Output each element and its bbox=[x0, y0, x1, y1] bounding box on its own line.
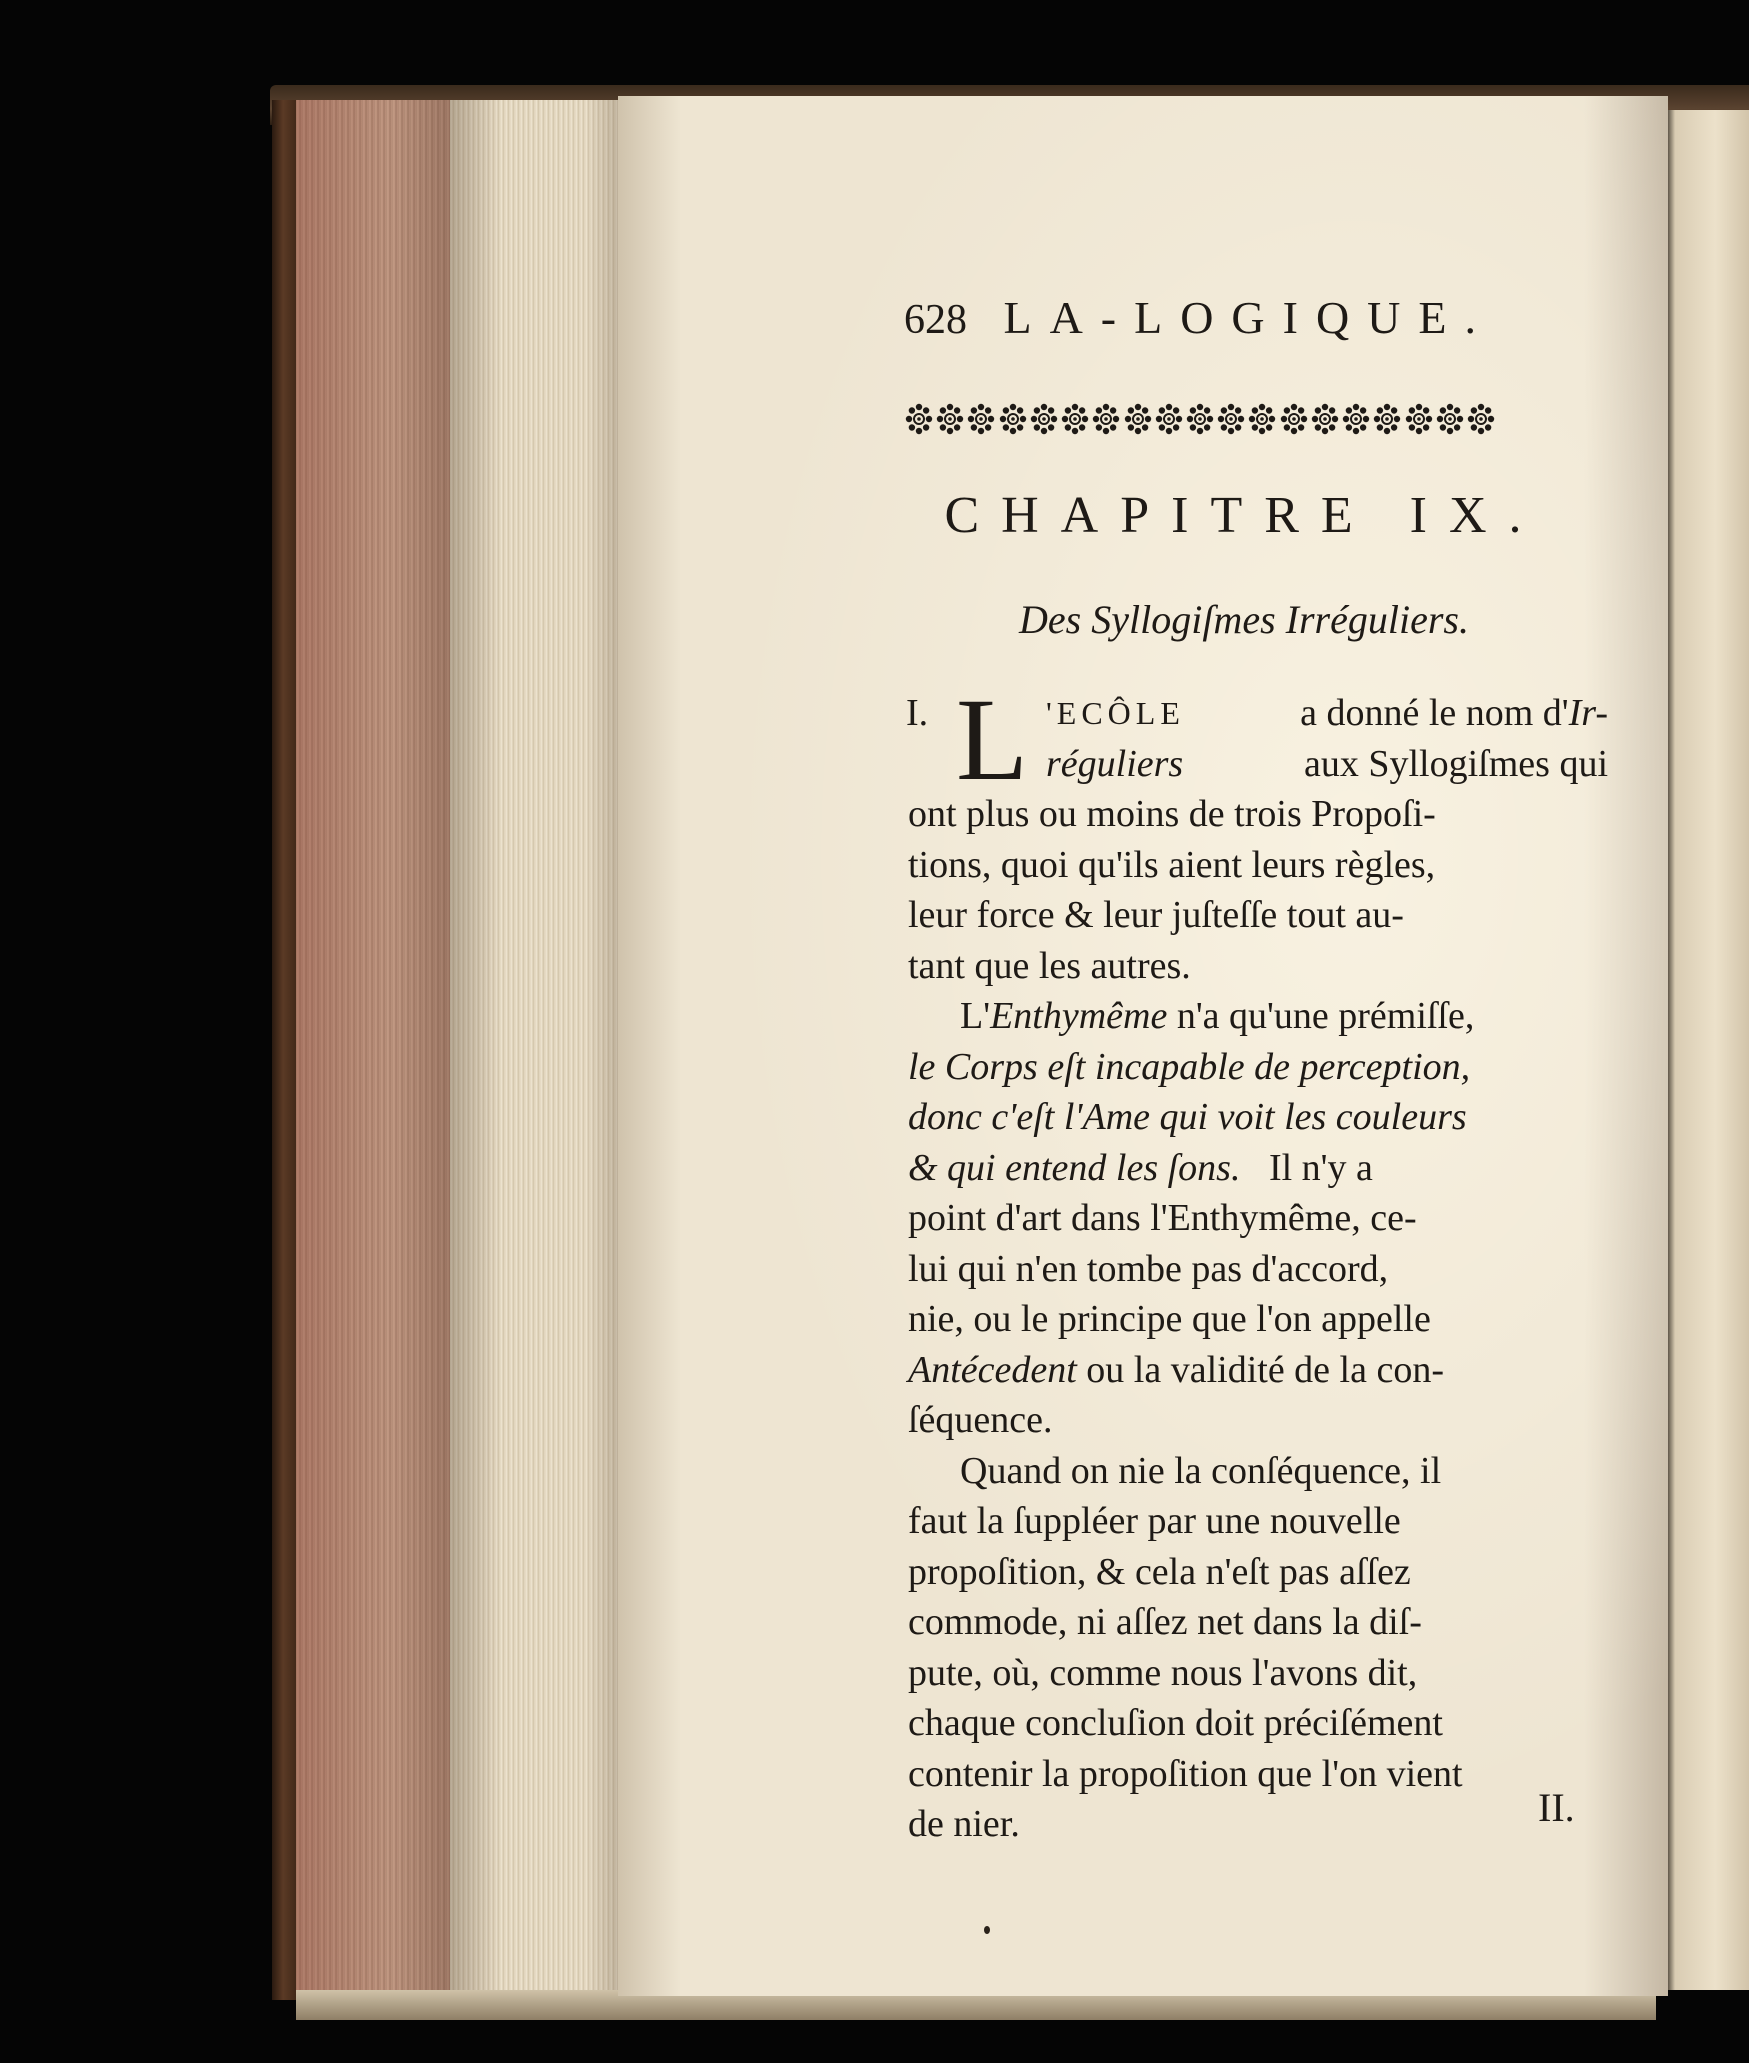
ornament-flower-icon bbox=[1404, 399, 1434, 439]
drop-cap: L bbox=[956, 674, 1029, 805]
ornament-flower-icon bbox=[1216, 399, 1246, 439]
section-number: I. bbox=[906, 692, 929, 734]
catchword: II. bbox=[1538, 1785, 1575, 1830]
italic-run: Antécedent bbox=[908, 1348, 1077, 1391]
ornament-flower-icon bbox=[1341, 399, 1371, 439]
paragraph-3-line-3: propoſition, & cela n'eſt pas aſſez bbox=[908, 1550, 1411, 1593]
ornament-flower-icon bbox=[1247, 399, 1277, 439]
paragraph-2-line-4 bbox=[908, 1143, 1608, 1194]
paragraph-2-line-2: le Corps eſt incapable de perception, bbox=[908, 1045, 1471, 1088]
paragraph-3-line-7: contenir la propoſition que l'on vient bbox=[908, 1752, 1463, 1795]
paragraph-2-line-7: nie, ou le principe que l'on appelle bbox=[908, 1298, 1431, 1340]
ornament-flower-icon bbox=[1279, 399, 1309, 439]
ornament-flower-icon bbox=[1123, 399, 1153, 439]
page-number: 628 bbox=[904, 297, 967, 343]
paragraph-2-line-5: point d'art dans l'Enthymême, ce- bbox=[908, 1197, 1417, 1239]
facing-page-edge bbox=[1665, 110, 1749, 1990]
italic-run: Ir- bbox=[1568, 692, 1608, 734]
text-run: aux Syllogiſmes qui bbox=[1304, 742, 1608, 785]
ornament-flower-icon bbox=[966, 399, 996, 439]
paragraph-1-line-3: ont plus ou moins de trois Propoſi- bbox=[908, 793, 1436, 835]
text-run: L' bbox=[960, 995, 991, 1037]
paragraph-2-line-1 bbox=[908, 991, 1608, 1042]
text-run: a donné le nom d' bbox=[1300, 692, 1569, 734]
small-caps-word: 'ECÔLE bbox=[1046, 695, 1185, 731]
paragraph-3-line-2: faut la ſuppléer par une nouvelle bbox=[908, 1500, 1401, 1542]
paragraph-2-line-3: donc c'eſt l'Ame qui voit les couleurs bbox=[908, 1096, 1467, 1138]
paragraph-1-line-4: tions, quoi qu'ils aient leurs règles, bbox=[908, 843, 1436, 886]
running-title: LA-LOGIQUE. bbox=[1003, 292, 1494, 343]
ink-speck bbox=[984, 1926, 990, 1934]
ornament-flower-icon bbox=[998, 399, 1028, 439]
ornament-flower-icon bbox=[1310, 399, 1340, 439]
ornament-flower-icon bbox=[1185, 399, 1215, 439]
text-run: n'a qu'une prémiſſe, bbox=[1176, 995, 1475, 1037]
running-head bbox=[904, 291, 1494, 351]
paragraph-3-line-6: chaque concluſion doit préciſément bbox=[908, 1702, 1443, 1744]
ornament-flower-icon bbox=[1029, 399, 1059, 439]
italic-run: & qui entend les ſons. bbox=[908, 1146, 1241, 1189]
italic-run: Enthymême bbox=[990, 995, 1168, 1037]
paragraph-2-line-6: lui qui n'en tombe pas d'accord, bbox=[908, 1247, 1389, 1290]
paragraph-3-line-1: Quand on nie la conſéquence, il bbox=[960, 1449, 1442, 1492]
ornament-flower-icon bbox=[1060, 399, 1090, 439]
text-run: Il n'y a bbox=[1268, 1146, 1373, 1189]
ornament-flower-icon bbox=[1372, 399, 1402, 439]
paragraph-3-line-4: commode, ni aſſez net dans la diſ- bbox=[908, 1601, 1422, 1643]
ornament-band bbox=[904, 396, 1496, 442]
paragraph-1-line-6: tant que les autres. bbox=[908, 944, 1191, 987]
ornament-flower-icon bbox=[1466, 399, 1496, 439]
chapter-heading: CHAPITRE IX. bbox=[944, 487, 1544, 544]
ornament-flower-icon bbox=[904, 399, 934, 439]
ornament-flower-icon bbox=[1091, 399, 1121, 439]
book-page bbox=[618, 96, 1668, 1996]
paragraph-3-line-5: pute, où, comme nous l'avons dit, bbox=[908, 1651, 1418, 1694]
ornament-flower-icon bbox=[1154, 399, 1184, 439]
paragraph-2-line-9: ſéquence. bbox=[908, 1399, 1053, 1441]
paragraph-1-line-2 bbox=[908, 739, 1608, 790]
body-text bbox=[906, 674, 1608, 1850]
ornament-flower-icon bbox=[935, 399, 965, 439]
ornament-flower-icon bbox=[1435, 399, 1465, 439]
chapter-subtitle: Des Syllogiſmes Irréguliers. bbox=[1019, 597, 1469, 642]
paragraph-1-line-5: leur force & leur juſteſſe tout au- bbox=[908, 894, 1404, 936]
paragraph-2-line-8 bbox=[908, 1345, 1608, 1396]
page-block-stacked-pages bbox=[450, 100, 620, 2005]
italic-run: réguliers bbox=[1046, 742, 1184, 785]
paragraph-3-line-8: de nier. bbox=[908, 1803, 1020, 1845]
text-run: ou la validité de la con- bbox=[1086, 1348, 1444, 1391]
page-block-red-edges bbox=[296, 100, 456, 2005]
